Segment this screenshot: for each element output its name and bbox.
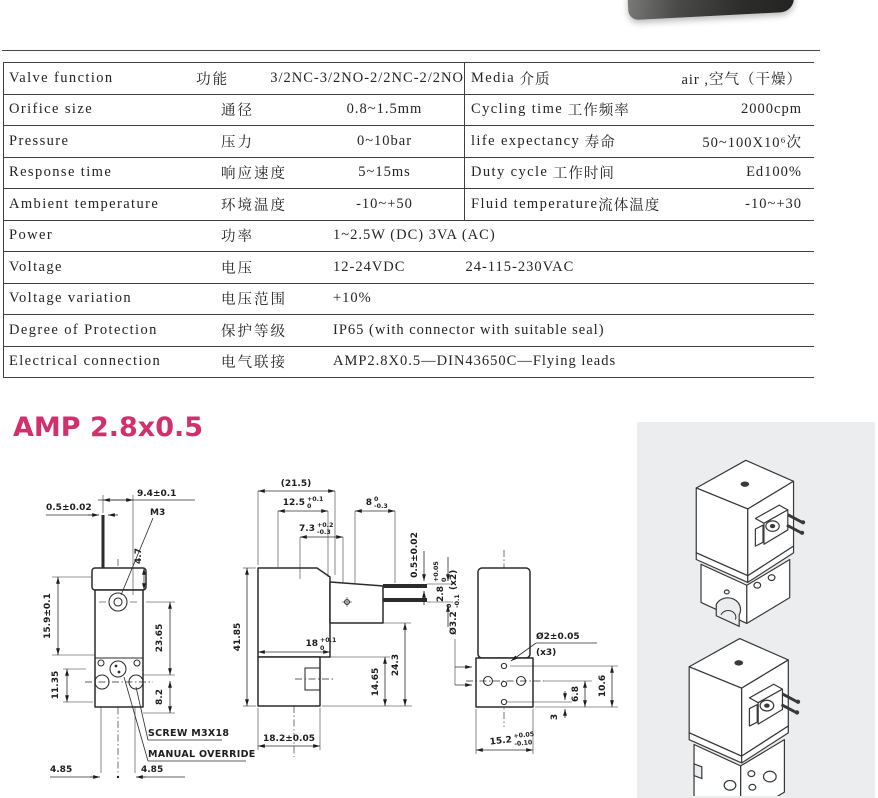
row-label-en: Voltage variation [9,290,132,307]
row-label-cn: 介质 [519,71,551,88]
row-value: 0.8~1.5mm [346,101,423,118]
row-label-en: Cycling time [471,101,564,118]
row-label-cn: 寿命 [584,134,616,151]
dim-upper-height: 15.9±0.1 [43,593,53,639]
row-value: 0~10bar [356,132,413,149]
dim-w2-tol-top: 0 [374,496,379,503]
row-label-cn: 电压范围 [221,292,287,309]
row-label-en: Pressure [9,132,70,149]
row-value: 50~100X10⁶次 [702,134,802,151]
isometric-view-bottom [663,624,831,796]
table-row [4,284,814,316]
row-label-cn: 环境温度 [221,197,287,214]
front-view [43,489,256,778]
table-row [465,63,814,95]
dim-rear-base-width: 15.2 [489,735,513,748]
table-row [4,221,814,253]
thread-label: M3 [150,508,166,518]
row-label-en: Response time [9,164,113,181]
table-row [4,126,464,158]
row-label-cn: 电压 [221,260,254,277]
row-label-cn: 功率 [221,229,254,246]
isometric-view-top [669,446,837,632]
table-row [465,158,814,190]
row-value: 1~2.5W (DC) 3VA (AC) [333,227,496,244]
dim-hole-a-count: (x2) [449,569,459,590]
dim-screw-width: 0.5±0.02 [46,503,92,513]
table-row [465,189,814,221]
row-label-en: Duty cycle [471,164,549,181]
row-label-cn: 响应速度 [221,166,287,183]
dim-body-width-tol-top: +0.1 [320,637,337,644]
row-label-cn: 通径 [221,103,254,120]
table-row [4,315,814,347]
dim-pin-thickness: 0.5±0.02 [410,532,420,578]
row-value: Ed100% [746,164,802,181]
row-label-cn: 功能 [196,71,230,88]
row-value: 5~15ms [358,164,411,181]
dim-front-top-width: 9.4±0.1 [137,489,177,499]
row-label-cn: 流体温度 [598,197,661,214]
row-label-en: Ambient temperature [9,195,160,212]
dim-cap-height: 4.7 [134,548,144,564]
row-label-en: Media [471,69,516,86]
dim-body-width: 18 [305,639,318,649]
product-photo-fragment [627,0,794,20]
row-value: 2000cpm [741,101,802,118]
dim-hole-a-tol-top: 0 [446,603,453,608]
dim-hole-a-tol-bot: -0.1 [454,594,461,608]
dim-hole-b-count: (x3) [536,648,557,658]
dim-w3: 7.3 [299,524,315,534]
row-label-en: life expectancy [471,132,581,149]
spec-table-right-column [465,63,814,221]
row-label-en: Fluid temperature [471,195,599,212]
dim-pin-height: 2.8 [436,586,446,602]
dim-w1-tol-top: +0.1 [307,496,324,503]
dim-d2: 10.6 [598,674,608,698]
row-value: -10~+50 [356,195,413,212]
table-row [4,158,464,190]
dim-w2: 8 [365,498,372,508]
dim-w2-tol-bot: -0.3 [374,503,388,510]
dim-w1: 12.5 [282,498,305,508]
dim-base-height: 14.65 [371,667,381,697]
header-rule [2,50,820,51]
rear-view [446,550,618,754]
dim-hole-right: 4.85 [141,765,164,775]
dim-hole-left: 4.85 [50,765,73,775]
dim-lower-left: 11.35 [51,670,61,700]
row-label-cn: 压力 [221,134,254,151]
table-row [4,63,464,95]
table-row [4,347,814,379]
row-value: -10~+30 [745,195,802,212]
table-row [465,126,814,158]
row-value: IP65 (with connector with suitable seal) [333,321,605,338]
row-label-en: Electrical connection [9,353,162,370]
row-label-cn: 工作频率 [567,103,630,120]
row-value: AMP2.8X0.5—DIN43650C—Flying leads [333,353,617,370]
row-value: 3/2NC-3/2NO-2/2NC-2/2NO [270,69,464,86]
table-row [4,95,464,127]
row-value-secondary: 24-115-230VAC [465,258,575,275]
page-title: AMP 2.8x0.5 [13,412,204,443]
dim-hole-b: Ø2±0.05 [536,632,580,642]
row-value: air ,空气（干燥） [681,71,802,88]
dim-w3-tol-top: +0.2 [317,522,334,529]
spec-table-split-section [4,63,814,221]
row-label-cn: 电气联接 [221,355,287,372]
table-row [4,189,464,221]
dim-body-width-tol-bot: 0 [320,645,325,652]
spec-table [3,62,814,378]
row-label-cn: 保护等级 [221,323,287,340]
dim-rear-base-tol-bot: -0.10 [513,739,533,749]
table-row [4,252,814,284]
dim-w1-tol-bot: 0 [307,503,312,510]
row-value: 12-24VDC [333,258,406,275]
dim-conn-to-base: 24.3 [391,653,401,677]
dim-overall-width: (21.5) [280,479,312,489]
dim-mid-height: 23.65 [155,623,165,653]
dim-pin-height-tol-bot: 0 [441,577,448,582]
row-label-en: Valve function [9,69,114,86]
dim-w3-tol-bot: -0.3 [317,529,331,536]
orthographic-drawings [0,455,650,798]
row-label-en: Orifice size [9,101,94,118]
dim-d1: 6.8 [571,686,581,702]
dim-rear-base-tol-top: +0.05 [513,730,535,741]
row-label-en: Power [9,227,54,244]
row-label-cn: 工作时间 [552,166,615,183]
spec-table-left-column [4,63,465,221]
row-value: +10% [333,290,372,307]
dim-d3: 3 [550,713,560,721]
row-label-en: Degree of Protection [9,321,158,338]
manual-override-label: MANUAL OVERRIDE [148,749,256,760]
spec-table-full-section [4,221,814,379]
dim-total-height: 41.85 [233,622,243,652]
dim-pin-height-tol-top: +0.05 [433,561,440,582]
isometric-panel [637,422,875,798]
table-row [465,95,814,127]
dim-base-width: 18.2±0.05 [263,734,315,744]
side-view [233,479,453,757]
dim-lower-right: 8.2 [155,689,165,705]
dim-hole-a: Ø3.2 [449,611,459,635]
screw-callout-label: SCREW M3X18 [148,728,230,739]
row-label-en: Voltage [9,258,63,275]
